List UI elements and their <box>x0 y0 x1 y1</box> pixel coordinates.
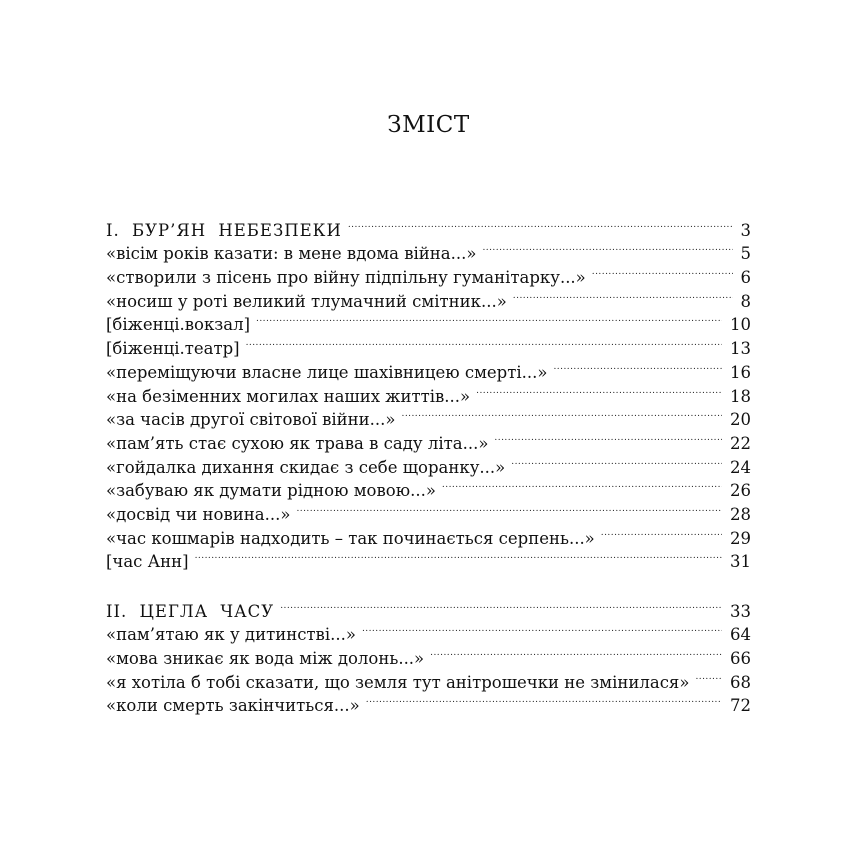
toc-entry-page-number: 8 <box>740 291 751 311</box>
toc-entry-page-number: 31 <box>730 552 751 572</box>
toc-entry-page-number: 22 <box>730 433 751 453</box>
toc-section-1 <box>106 212 751 572</box>
toc-entry-title: «я хотіла б тобі сказати, що земля тут анітрошечки не змінилася» <box>106 672 690 692</box>
dot-leader <box>476 378 722 402</box>
dot-leader <box>601 520 722 544</box>
toc-entry-page-number: 24 <box>730 457 751 477</box>
toc-entry-page-number: 64 <box>730 625 751 645</box>
toc-entry-page-number: 28 <box>730 504 751 524</box>
toc-entry-title: «переміщуючи власне лице шахівницею смерті...» <box>106 362 548 382</box>
toc-entry-title: «мова зникає як вода між долонь...» <box>106 649 425 669</box>
toc-entry-title: [біженці.театр] <box>106 339 240 359</box>
toc-entry-page-number: 26 <box>730 481 751 501</box>
page-title: ЗМІСТ <box>387 112 470 138</box>
toc-entry-page-number: 68 <box>730 672 751 692</box>
toc-entry-title: «коли смерть закінчиться...» <box>106 696 360 716</box>
dot-leader <box>280 593 722 617</box>
toc-entry-title: II. ЦЕГЛА ЧАСУ <box>106 601 275 621</box>
toc-entry-title: «на безіменних могилах наших життів...» <box>106 386 471 406</box>
toc-entry-title: «вісім років казати: в мене вдома війна...» <box>106 244 477 264</box>
toc-entry-title: [час Анн] <box>106 552 189 572</box>
toc-entry-page-number: 16 <box>730 362 751 382</box>
toc-entry-page-number: 10 <box>730 315 751 335</box>
toc-entry-title: «носиш у роті великий тлумачний смітник...» <box>106 291 507 311</box>
dot-leader <box>362 617 722 641</box>
toc-entry <box>106 544 751 572</box>
toc-entry-title: «пам’ятаю як у дитинстві...» <box>106 625 356 645</box>
dot-leader <box>553 354 722 378</box>
toc-section-heading <box>106 593 751 621</box>
dot-leader <box>494 425 722 449</box>
dot-leader <box>348 212 733 236</box>
toc-entry-title: «створили з пісень про війну підпільну гуманітарку...» <box>106 268 586 288</box>
toc-entry-title: «гойдалка дихання скидає з себе щоранку...» <box>106 457 506 477</box>
toc-entry-title: «забуваю як думати рідною мовою...» <box>106 481 436 501</box>
toc-entry-title: «пам’ять стає сухою як трава в саду літа...» <box>106 433 489 453</box>
toc-entry-page-number: 13 <box>730 339 751 359</box>
toc-entry-page-number: 72 <box>730 696 751 716</box>
toc-entry-page-number: 5 <box>740 244 751 264</box>
dot-leader <box>366 688 722 712</box>
toc-entry-page-number: 3 <box>740 220 751 240</box>
dot-leader <box>256 307 722 331</box>
toc-entry-title: «досвід чи новина...» <box>106 504 291 524</box>
dot-leader <box>592 259 733 283</box>
toc-entry-title: I. БУР’ЯН НЕБЕЗПЕКИ <box>106 220 342 240</box>
dot-leader <box>296 496 722 520</box>
dot-leader <box>442 473 722 497</box>
dot-leader <box>402 402 722 426</box>
toc-entry-title: «час кошмарів надходить – так починається серпень...» <box>106 528 595 548</box>
dot-leader <box>511 449 722 473</box>
dot-leader <box>513 283 733 307</box>
toc-section-2 <box>106 593 751 716</box>
dot-leader <box>430 640 722 664</box>
dot-leader <box>482 236 732 260</box>
dot-leader <box>246 330 722 354</box>
toc-entry-page-number: 66 <box>730 649 751 669</box>
toc-entry-page-number: 18 <box>730 386 751 406</box>
toc-entry-page-number: 20 <box>730 410 751 430</box>
dot-leader <box>195 544 722 568</box>
toc-entry-page-number: 6 <box>740 268 751 288</box>
toc-entry-title: [біженці.вокзал] <box>106 315 251 335</box>
dot-leader <box>695 664 722 688</box>
toc-section-heading <box>106 212 751 240</box>
toc-entry-page-number: 29 <box>730 528 751 548</box>
toc-entry-page-number: 33 <box>730 601 751 621</box>
toc-entry-title: «за часів другої світової війни...» <box>106 410 396 430</box>
